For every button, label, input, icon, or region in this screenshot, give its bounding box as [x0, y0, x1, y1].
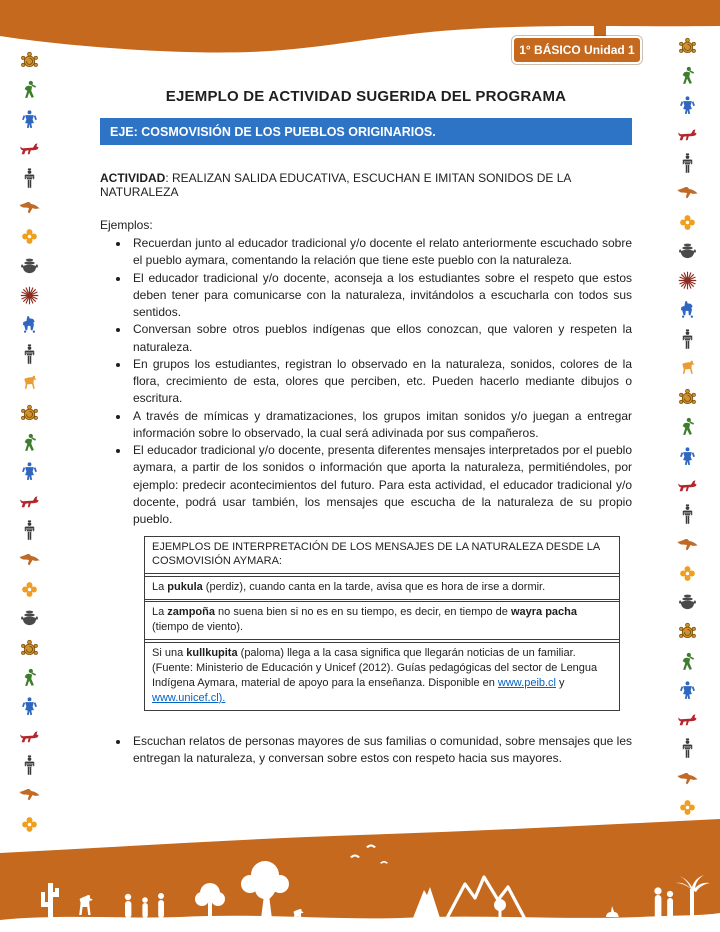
unit-badge-label: 1° BÁSICO Unidad 1 [519, 43, 635, 57]
examples-label: Ejemplos: [100, 218, 153, 232]
flower-icon [19, 226, 40, 247]
blue-figure-icon [677, 446, 698, 467]
table-header-row [145, 537, 619, 575]
flower-icon [677, 797, 698, 818]
blue-figure-icon [677, 95, 698, 116]
flower-icon [19, 814, 40, 835]
green-figure-icon [19, 667, 40, 688]
person-icon [158, 893, 164, 899]
condor-icon [19, 549, 40, 570]
person-icon [125, 894, 131, 900]
row-term: zampoña [167, 606, 215, 619]
row-text: no suena bien si no es en su tiempo, es decir, en tiempo de [214, 606, 511, 619]
fox-icon [19, 138, 40, 159]
person-icon [19, 344, 40, 365]
green-figure-icon [19, 79, 40, 100]
person-icon [677, 153, 698, 174]
activity-label: ACTIVIDAD [100, 171, 166, 185]
turtle-icon [19, 638, 40, 659]
flower-icon [677, 563, 698, 584]
bullet-item: • El educador tradicional y/o docente, presenta diferentes mensajes interpretados por el pueblo aymara, a partir de los sonidos o información que aporta la naturaleza, permitiéndoles, por ejemplo: predecir acontecimientos del futuro. Para esta actividad, el educador tradicional y/o docente, podrá usar también, los mensajes que escucha de la naturaleza de su propio pueblo. [130, 442, 632, 528]
landscape-silhouette [0, 817, 720, 932]
row-term: wayra pacha [510, 606, 577, 619]
green-figure-icon [677, 651, 698, 672]
person-icon [667, 891, 673, 920]
row-text: (paloma) llega a la casa significa que llegarán noticias de un familiar. (Fuente: Ministerio de Educación y Unicef (2012). Guías pedagógicas del sector de Lengua Indígena Aymara, material de apoyo para la enseñanza. Disponible en [152, 646, 598, 689]
eje-banner-label: EJE: COSMOVISIÓN DE LOS PUEBLOS ORIGINARIOS. [110, 125, 436, 139]
person-icon [19, 755, 40, 776]
bullet-list [100, 235, 632, 529]
condor-icon [677, 768, 698, 789]
turtle-icon [19, 403, 40, 424]
sunburst-icon [19, 285, 40, 306]
person-icon [19, 520, 40, 541]
link-unicef[interactable]: www.unicef.cl). [152, 691, 226, 704]
blue-figure-icon [677, 680, 698, 701]
green-figure-icon [677, 65, 698, 86]
flower-icon [677, 212, 698, 233]
turtle-icon [677, 36, 698, 57]
row-text: (tiempo de viento). [152, 621, 244, 634]
left-icon-column [14, 50, 44, 835]
green-figure-icon [677, 416, 698, 437]
condor-icon [19, 197, 40, 218]
condor-icon [677, 534, 698, 555]
pot-icon [677, 592, 698, 613]
row-text: La [152, 580, 168, 593]
condor-icon [677, 182, 698, 203]
document-content [100, 88, 632, 767]
bullet-item: • Escuchan relatos de personas mayores de sus familias o comunidad, sobre mensajes que les entregan la naturaleza, y conversan sobre estos con respeto hacia sus mayores. [130, 733, 632, 768]
interpretation-table [144, 536, 620, 711]
unit-badge [512, 36, 642, 64]
flower-icon [19, 579, 40, 600]
turtle-icon [677, 621, 698, 642]
table-row [145, 601, 619, 640]
row-text: La [152, 606, 168, 619]
eje-banner [100, 118, 632, 145]
bullet-item: • El educador tradicional y/o docente, aconseja a los estudiantes sobre el respeto que estos deben tener para comunicarse con la naturaleza, invitándolos a escucharla con todos sus sentidos. [130, 270, 632, 322]
blue-figure-icon [19, 696, 40, 717]
table-header-text: EJEMPLOS DE INTERPRETACIÓN DE LOS MENSAJES DE LA NATURALEZA DESDE LA COSMOVISIÓN AYMARA: [152, 540, 600, 568]
fox-icon [677, 475, 698, 496]
fox-icon [677, 709, 698, 730]
pot-icon [19, 608, 40, 629]
pot-icon [19, 256, 40, 277]
table-row [145, 576, 619, 600]
bullet-item: • A través de mímicas y dramatizaciones, los grupos imitan sonidos y/o juegan a entregar información sobre lo observado, la cual será adivinada por sus compañeros. [130, 408, 632, 443]
person-icon [142, 897, 148, 903]
page-title: EJEMPLO DE ACTIVIDAD SUGERIDA DEL PROGRAMA [165, 88, 567, 105]
blue-figure-icon [19, 109, 40, 130]
pot-icon [677, 241, 698, 262]
table-row [145, 642, 619, 710]
bullet-item: • En grupos los estudiantes, registran lo observado en la naturaleza, sonidos, colores de la flora, crecimiento de esta, olores que perciben, etc. Pueden hacerlo mediante dibujos o escritura. [130, 356, 632, 408]
person-icon [677, 329, 698, 350]
person-icon [654, 887, 661, 920]
blue-llama-icon [19, 314, 40, 335]
blue-llama-icon [677, 299, 698, 320]
link-peib[interactable]: www.peib.cl [497, 676, 556, 689]
turtle-icon [19, 50, 40, 71]
row-term: pukula [167, 580, 203, 593]
orange-llama-icon [19, 373, 40, 394]
person-icon [677, 738, 698, 759]
row-text: Si una [152, 646, 187, 659]
fox-icon [19, 491, 40, 512]
blue-figure-icon [19, 461, 40, 482]
green-figure-icon [19, 432, 40, 453]
orange-llama-icon [677, 358, 698, 379]
bullet-item: • Recuerdan junto al educador tradicional y/o docente el relato anteriormente escuchado sobre el pueblo aymara, comentando la relación que tiene este pueblo con la naturaleza. [130, 235, 632, 270]
row-text: y [556, 676, 565, 689]
fox-icon [19, 726, 40, 747]
activity-text: : REALIZAN SALIDA EDUCATIVA, ESCUCHAN E IMITAN SONIDOS DE LA NATURALEZA [100, 171, 571, 199]
fox-icon [677, 124, 698, 145]
row-text: (perdiz), cuando canta en la tarde, avisa que es hora de irse a dormir. [202, 580, 546, 593]
activity-line [100, 171, 632, 199]
person-icon [677, 504, 698, 525]
bullet-item: • Conversan sobre otros pueblos indígenas que ellos conozcan, que valoren y respeten la naturaleza. [130, 321, 632, 356]
turtle-icon [677, 387, 698, 408]
sunburst-icon [677, 270, 698, 291]
final-bullet-list [100, 733, 632, 768]
row-term: kullkupita [186, 646, 238, 659]
condor-icon [19, 784, 40, 805]
right-icon-column [672, 36, 702, 818]
person-icon [19, 168, 40, 189]
